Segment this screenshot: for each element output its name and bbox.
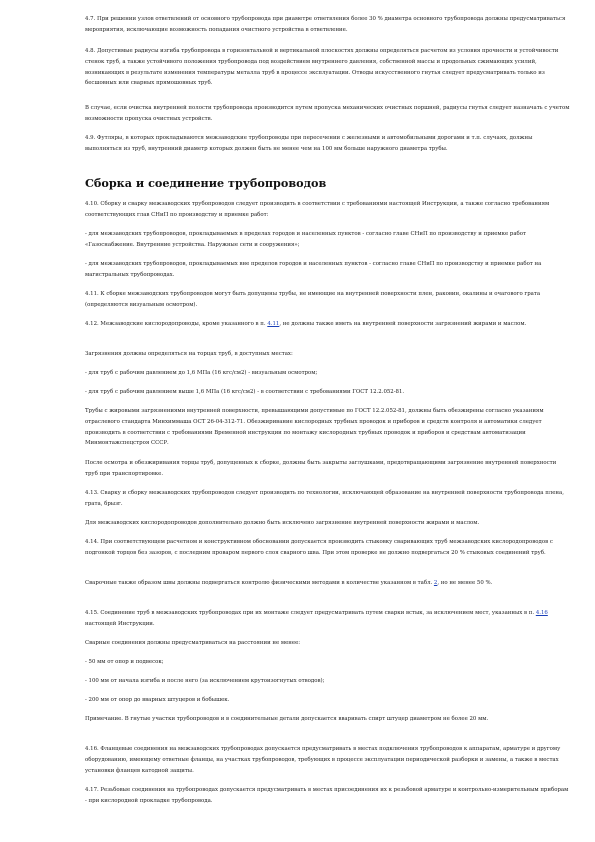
paragraph-text: Сварные соединения должны предусматриваться на расстоянии не менее: bbox=[85, 640, 301, 646]
list-item: - для межзаводских трубопроводов, прокладываемых вне пределов городов и населенных пунктов - согласно главе СНиП по производству и приемке работ на магистральных трубопроводах. bbox=[85, 261, 542, 278]
ref-link-4-11[interactable]: 4.11 bbox=[267, 321, 280, 327]
paragraph-4-10: 4.10. Сборку и сварку межзаводских трубопроводов следует производить в соответствии с требованиями настоящей Инструкции, а также согласно требованиям соответствующих глав СНиП по производству и приемке работ: bbox=[85, 201, 550, 218]
paragraph-text: 4.12. Межзаводские кислородопроводы, кроме указанного в п. bbox=[85, 321, 268, 327]
ref-link-table-2[interactable]: 2 bbox=[433, 580, 438, 586]
list-item: - 50 мм от опор и подвесок; bbox=[85, 659, 164, 665]
paragraph-4-8-note: В случае, если очистка внутренней полости трубопровода производится путем пропуска механических очистных поршней, радиусы гнутья следует назначать с учетом возможности пропуска очистных устройств. bbox=[85, 105, 570, 122]
paragraph-4-15 bbox=[85, 608, 570, 630]
paragraph-text: , не должны также иметь на внутренней поверхности загрязнений жирами и маслом. bbox=[279, 321, 527, 327]
paragraph-4-13: 4.13. Сварку и сборку межзаводских трубопроводов следует производить по технологии, исключающей образование на внутренней поверхности трубопровода плена, грата, брызг. bbox=[85, 490, 564, 507]
list-item: - для труб с рабочим давлением до 1,6 МПа (16 кгс/см2) - визуальным осмотром; bbox=[85, 370, 318, 376]
paragraph-text bbox=[85, 578, 570, 589]
list-item: - 100 мм от начала изгиба и после него (за исключением крутоизогнутых отводов); bbox=[85, 678, 325, 684]
paragraph-4-17: 4.17. Резьбовые соединения на трубопроводах допускается предусматривать в местах присоединения их к резьбовой арматуре и контрольно-измерительным приборам - при кислородной прокладке трубопровода. bbox=[85, 787, 569, 804]
paragraph-4-8: 4.8. Допустимые радиусы изгиба трубопровода в горизонтальной и вертикальной плоскостях должны определяться расчетом из условия прочности и устойчивости стенок труб, а также устойчивого положения трубопровода под воздействием внутреннего давления, собственной массы и продольных сжимающих усилий, возникающих в результате изменения температуры металла труб в процессе эксплуатации. Отводы искусственного гнутья следует предусматривать только из бесшовных или сварных прямошовных труб. bbox=[85, 48, 559, 87]
paragraph-4-9: 4.9. Футляры, в которых прокладываются межзаводские трубопроводы при пересечении с железными и автомобильными дорогами и т.п. случаях, должны выполняться из труб, внутренний диаметр которых должен быть не менее чем на 100 мм больше наружного диаметра трубы. bbox=[85, 135, 533, 152]
paragraph-4-12 bbox=[85, 319, 570, 330]
paragraph-text: После осмотра и обезжиривания торцы труб, допущенных к сборке, должны быть закрыты заглушками, предотвращающими загрязнение внутренней поверхности труб при транспортировке. bbox=[85, 460, 557, 477]
paragraph-4-11: 4.11. К сборке межзаводских трубопроводов могут быть допущены трубы, не имеющие на внутренней поверхности плен, раковин, окалины и очагового грата (определяются визуальным осмотром). bbox=[85, 291, 541, 308]
note: Примечание. В гнутые участки трубопроводов и в соединительные детали допускается вваривать спирт штуцер диаметром не более 20 мм. bbox=[85, 716, 489, 722]
paragraph-text: настоящей Инструкции. bbox=[85, 620, 155, 627]
paragraph-text: 4.15. Соединение труб в межзаводских трубопроводах при их монтаже следует предусматривать путем сварки встык, за исключением мест, указанных в п. bbox=[85, 610, 536, 616]
paragraph-text: Сварочные также образом швы должны подвергаться контролю физическими методами в количестве указанном в табл. bbox=[85, 580, 434, 586]
list-item: - 200 мм от опор до вварных штуцеров и бобышек. bbox=[85, 697, 230, 703]
section-heading: Сборка и соединение трубопроводов bbox=[85, 176, 327, 190]
list-item: - для труб с рабочим давлением выше 1,6 МПа (16 кгс/см2) - в соответствии с требованиями ГОСТ 12.2.052-81. bbox=[85, 389, 405, 395]
paragraph-4-14: 4.14. При соответствующем расчетном и конструктивном обосновании допускается производить стыковку сваривающих труб межзаводских кислородопроводов с подгонкой торцов без зазоров, с последним проваром первого слоя сварного шва. При этом проверке не должно подвергаться 20 % стыковых соединений труб. bbox=[85, 539, 553, 556]
paragraph-text: , но не менее 50 %. bbox=[437, 580, 493, 586]
paragraph-text: Для межзаводских кислородопроводов дополнительно должно быть исключено загрязнение внутренней поверхности жирами и маслом. bbox=[85, 520, 480, 526]
paragraph-4-16: 4.16. Фланцевые соединения на межзаводских трубопроводах допускается предусматривать в местах подключения трубопроводов к аппаратам, арматуре и другому оборудованию, имеющему ответные фланцы, на участках трубопроводов, требующих в процессе эксплуатации периодической разборки и замены, а также в местах установки фланцев катодной защиты. bbox=[85, 746, 561, 774]
paragraph-4-7: 4.7. При решении узлов ответвлений от основного трубопровода при диаметре ответвления более 30 % диаметра основного трубопровода должны предусматриваться мероприятия, исключающие возможность попадания очистного устройства в ответвление. bbox=[85, 16, 566, 33]
ref-link-4-16[interactable]: 4.16 bbox=[535, 610, 548, 616]
paragraph-text: Загрязнения должны определяться на торцах труб, в доступных местах: bbox=[85, 351, 293, 357]
list-item: - для межзаводских трубопроводов, прокладываемых в пределах городов и населенных пунктов - согласно главе СНиП по производству и приемке работ «Газоснабжение. Внутренние устройства. Наружные сети и сооружения»; bbox=[85, 231, 527, 248]
paragraph-text: Трубы с жировыми загрязнениями внутренней поверхности, превышающими допустимые по ГОСТ 12.2.052-81, должны быть обезжирены согласно указаниям отраслевого стандарта Минхиммаша ОСТ 26-04-312-71. Обезжиривание кислородных трубных проводок и приборов и средств контроля и автоматики следует производить в соответствии с требованиями Временной инструкции по монтажу кислородных трубных проводок и приборов и средствам автоматизации Минмонтажспецстроя СССР. bbox=[85, 408, 544, 447]
